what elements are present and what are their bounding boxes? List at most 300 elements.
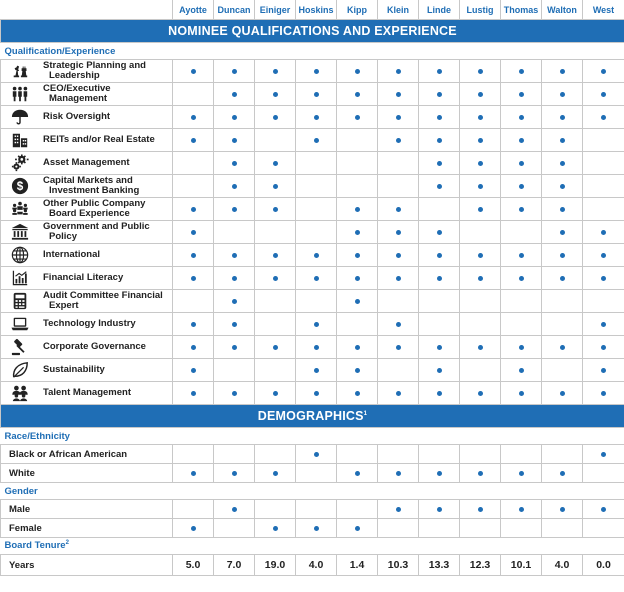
indicator-dot	[355, 276, 360, 281]
indicator-dot	[519, 391, 524, 396]
matrix-cell-duncan	[214, 60, 255, 83]
matrix-cell-thomas	[501, 129, 542, 152]
matrix-cell-duncan	[214, 336, 255, 359]
qualification-label-cell	[1, 129, 173, 152]
director-name: Hoskins	[296, 0, 337, 20]
tenure-value: 13.3	[419, 555, 460, 576]
matrix-cell-linde	[419, 60, 460, 83]
matrix-cell-west	[583, 382, 624, 405]
matrix-cell-west	[583, 464, 624, 483]
qualification-row	[1, 221, 624, 244]
matrix-cell-walton	[542, 313, 583, 336]
indicator-dot	[314, 138, 319, 143]
demographics-section-title	[1, 405, 624, 428]
matrix-cell-hoskins	[296, 244, 337, 267]
matrix-cell-einiger	[255, 60, 296, 83]
indicator-dot	[601, 452, 606, 457]
matrix-cell-linde	[419, 500, 460, 519]
matrix-cell-ayotte	[173, 500, 214, 519]
matrix-cell-einiger	[255, 175, 296, 198]
qualifications-section-header	[1, 20, 624, 43]
indicator-dot	[314, 69, 319, 74]
indicator-dot	[191, 345, 196, 350]
matrix-cell-hoskins	[296, 175, 337, 198]
indicator-dot	[191, 391, 196, 396]
tenure-value: 10.3	[378, 555, 419, 576]
matrix-cell-kipp	[337, 500, 378, 519]
matrix-cell-lustig	[460, 152, 501, 175]
matrix-cell-ayotte	[173, 267, 214, 290]
indicator-dot	[191, 276, 196, 281]
demographic-row	[1, 519, 624, 538]
qualification-label-cell	[1, 152, 173, 175]
indicator-dot	[232, 92, 237, 97]
qualification-label-line1: Strategic Planning and	[43, 60, 146, 71]
qualification-label-cell	[1, 60, 173, 83]
indicator-dot	[232, 253, 237, 258]
director-name: Ayotte	[173, 0, 214, 20]
indicator-dot	[519, 207, 524, 212]
indicator-dot	[396, 507, 401, 512]
qualification-label	[43, 273, 123, 283]
qualification-label-line2: Management	[49, 93, 108, 104]
matrix-cell-einiger	[255, 445, 296, 464]
qualification-label-line2: Expert	[49, 300, 79, 311]
matrix-cell-kipp	[337, 129, 378, 152]
qualification-label	[43, 135, 155, 145]
matrix-cell-hoskins	[296, 152, 337, 175]
indicator-dot	[519, 184, 524, 189]
indicator-dot	[437, 161, 442, 166]
matrix-cell-duncan	[214, 106, 255, 129]
matrix-cell-einiger	[255, 464, 296, 483]
matrix-cell-walton	[542, 445, 583, 464]
indicator-dot	[314, 452, 319, 457]
qualification-label-line2: Board Experience	[49, 208, 130, 219]
calculator-icon	[9, 291, 31, 311]
matrix-cell-thomas	[501, 198, 542, 221]
indicator-dot	[314, 322, 319, 327]
matrix-cell-walton	[542, 244, 583, 267]
matrix-cell-lustig	[460, 382, 501, 405]
indicator-dot	[478, 276, 483, 281]
qualification-label-line1: Sustainability	[43, 364, 105, 375]
demographics-title-text: DEMOGRAPHICS	[257, 409, 364, 423]
indicator-dot	[396, 345, 401, 350]
bar-chart-icon	[9, 268, 31, 288]
matrix-cell-thomas	[501, 359, 542, 382]
matrix-cell-klein	[378, 336, 419, 359]
matrix-cell-duncan	[214, 382, 255, 405]
indicator-dot	[396, 471, 401, 476]
indicator-dot	[437, 69, 442, 74]
matrix-cell-duncan	[214, 129, 255, 152]
executives-icon	[9, 84, 31, 104]
director-name: Duncan	[214, 0, 255, 20]
matrix-cell-einiger	[255, 267, 296, 290]
matrix-cell-walton	[542, 500, 583, 519]
indicator-dot	[396, 230, 401, 235]
indicator-dot	[519, 507, 524, 512]
indicator-dot	[437, 471, 442, 476]
globe-icon	[9, 245, 31, 265]
qualification-label-cell	[1, 267, 173, 290]
director-header-row	[1, 0, 624, 20]
tenure-value: 0.0	[583, 555, 624, 576]
indicator-dot	[396, 276, 401, 281]
indicator-dot	[232, 471, 237, 476]
indicator-dot	[478, 184, 483, 189]
matrix-cell-kipp	[337, 382, 378, 405]
matrix-cell-walton	[542, 382, 583, 405]
indicator-dot	[355, 526, 360, 531]
indicator-dot	[314, 115, 319, 120]
director-name: West	[583, 0, 624, 20]
matrix-cell-west	[583, 290, 624, 313]
indicator-dot	[478, 507, 483, 512]
tenure-value: 5.0	[173, 555, 214, 576]
category-row	[1, 538, 624, 555]
qualification-label-cell	[1, 198, 173, 221]
matrix-cell-einiger	[255, 336, 296, 359]
demographics-section-header	[1, 405, 624, 428]
matrix-cell-west	[583, 221, 624, 244]
matrix-cell-west	[583, 267, 624, 290]
indicator-dot	[601, 507, 606, 512]
demographic-row	[1, 500, 624, 519]
matrix-cell-duncan	[214, 500, 255, 519]
indicator-dot	[232, 115, 237, 120]
indicator-dot	[191, 115, 196, 120]
qualification-label-cell	[1, 106, 173, 129]
director-name: Klein	[378, 0, 419, 20]
matrix-cell-klein	[378, 221, 419, 244]
category-label-text: Race/Ethnicity	[4, 430, 70, 442]
tenure-years-row	[1, 555, 624, 576]
matrix-cell-west	[583, 175, 624, 198]
matrix-cell-duncan	[214, 267, 255, 290]
qualification-row	[1, 106, 624, 129]
indicator-dot	[232, 391, 237, 396]
indicator-dot	[355, 299, 360, 304]
qualification-label-line1: Talent Management	[43, 387, 131, 398]
matrix-cell-lustig	[460, 464, 501, 483]
indicator-dot	[560, 253, 565, 258]
matrix-cell-walton	[542, 175, 583, 198]
indicator-dot	[314, 368, 319, 373]
indicator-dot	[191, 69, 196, 74]
matrix-cell-duncan	[214, 175, 255, 198]
matrix-cell-linde	[419, 290, 460, 313]
indicator-dot	[437, 230, 442, 235]
director-name: Linde	[419, 0, 460, 20]
indicator-dot	[601, 322, 606, 327]
demographic-label: Female	[1, 519, 173, 538]
indicator-dot	[560, 184, 565, 189]
matrix-cell-walton	[542, 83, 583, 106]
indicator-dot	[232, 322, 237, 327]
matrix-cell-thomas	[501, 290, 542, 313]
qualification-label-line2: Investment Banking	[49, 185, 140, 196]
matrix-cell-linde	[419, 445, 460, 464]
matrix-cell-hoskins	[296, 267, 337, 290]
matrix-cell-west	[583, 519, 624, 538]
matrix-cell-linde	[419, 244, 460, 267]
matrix-cell-west	[583, 359, 624, 382]
indicator-dot	[478, 471, 483, 476]
matrix-cell-hoskins	[296, 445, 337, 464]
matrix-cell-einiger	[255, 106, 296, 129]
matrix-cell-linde	[419, 106, 460, 129]
indicator-dot	[396, 115, 401, 120]
government-building-icon	[9, 222, 31, 242]
qualification-label-line1: Financial Literacy	[43, 272, 124, 283]
indicator-dot	[314, 92, 319, 97]
matrix-cell-west	[583, 83, 624, 106]
matrix-cell-ayotte	[173, 106, 214, 129]
matrix-cell-ayotte	[173, 464, 214, 483]
matrix-cell-duncan	[214, 83, 255, 106]
matrix-cell-hoskins	[296, 129, 337, 152]
category-label	[1, 483, 624, 500]
matrix-cell-duncan	[214, 290, 255, 313]
qualification-label	[43, 342, 146, 352]
people-icon	[9, 383, 31, 403]
indicator-dot	[478, 207, 483, 212]
matrix-cell-walton	[542, 221, 583, 244]
indicator-dot	[437, 276, 442, 281]
matrix-cell-west	[583, 313, 624, 336]
indicator-dot	[191, 526, 196, 531]
indicator-dot	[396, 391, 401, 396]
indicator-dot	[601, 253, 606, 258]
indicator-dot	[314, 391, 319, 396]
indicator-dot	[519, 69, 524, 74]
matrix-cell-klein	[378, 359, 419, 382]
qualification-label-line1: Corporate Governance	[43, 341, 146, 352]
category-row	[1, 428, 624, 445]
indicator-dot	[355, 345, 360, 350]
matrix-cell-klein	[378, 445, 419, 464]
demographic-label: White	[1, 464, 173, 483]
matrix-cell-kipp	[337, 313, 378, 336]
qualification-row	[1, 152, 624, 175]
qualification-row	[1, 359, 624, 382]
indicator-dot	[273, 207, 278, 212]
qualification-row	[1, 382, 624, 405]
qualification-label	[43, 84, 111, 104]
demographic-label: Black or African American	[1, 445, 173, 464]
indicator-dot	[560, 115, 565, 120]
laptop-icon	[9, 314, 31, 334]
matrix-cell-einiger	[255, 198, 296, 221]
matrix-cell-kipp	[337, 198, 378, 221]
gavel-icon	[9, 337, 31, 357]
qualification-label-cell	[1, 382, 173, 405]
leaf-icon	[9, 360, 31, 380]
qualification-row	[1, 83, 624, 106]
matrix-cell-thomas	[501, 336, 542, 359]
matrix-cell-kipp	[337, 290, 378, 313]
indicator-dot	[355, 92, 360, 97]
matrix-cell-lustig	[460, 267, 501, 290]
qualification-label	[43, 158, 130, 168]
matrix-cell-walton	[542, 152, 583, 175]
matrix-cell-ayotte	[173, 152, 214, 175]
indicator-dot	[478, 92, 483, 97]
matrix-cell-west	[583, 244, 624, 267]
category-label	[1, 428, 624, 445]
indicator-dot	[437, 138, 442, 143]
matrix-cell-klein	[378, 60, 419, 83]
matrix-cell-linde	[419, 129, 460, 152]
matrix-cell-kipp	[337, 60, 378, 83]
indicator-dot	[396, 322, 401, 327]
indicator-dot	[519, 345, 524, 350]
qualification-label-cell	[1, 290, 173, 313]
matrix-cell-duncan	[214, 519, 255, 538]
qualification-row	[1, 313, 624, 336]
indicator-dot	[437, 391, 442, 396]
indicator-dot	[191, 322, 196, 327]
matrix-cell-linde	[419, 359, 460, 382]
indicator-dot	[519, 471, 524, 476]
matrix-cell-walton	[542, 464, 583, 483]
indicator-dot	[355, 391, 360, 396]
matrix-cell-klein	[378, 152, 419, 175]
matrix-cell-ayotte	[173, 175, 214, 198]
indicator-dot	[191, 471, 196, 476]
indicator-dot	[191, 230, 196, 235]
matrix-cell-ayotte	[173, 519, 214, 538]
matrix-cell-klein	[378, 313, 419, 336]
indicator-dot	[478, 138, 483, 143]
matrix-cell-kipp	[337, 106, 378, 129]
matrix-cell-hoskins	[296, 83, 337, 106]
matrix-cell-west	[583, 152, 624, 175]
matrix-cell-einiger	[255, 313, 296, 336]
matrix-cell-klein	[378, 382, 419, 405]
indicator-dot	[232, 138, 237, 143]
indicator-dot	[519, 92, 524, 97]
qualification-row	[1, 290, 624, 313]
qualification-label	[43, 222, 150, 242]
matrix-cell-hoskins	[296, 60, 337, 83]
indicator-dot	[560, 69, 565, 74]
matrix-cell-walton	[542, 60, 583, 83]
indicator-dot	[601, 276, 606, 281]
qualification-label	[43, 291, 163, 311]
indicator-dot	[478, 345, 483, 350]
indicator-dot	[560, 161, 565, 166]
tenure-value: 1.4	[337, 555, 378, 576]
matrix-cell-lustig	[460, 175, 501, 198]
indicator-dot	[232, 161, 237, 166]
category-label-text: Board Tenure	[4, 540, 66, 552]
matrix-cell-thomas	[501, 267, 542, 290]
matrix-cell-lustig	[460, 83, 501, 106]
indicator-dot	[601, 368, 606, 373]
indicator-dot	[273, 526, 278, 531]
indicator-dot	[396, 207, 401, 212]
matrix-cell-ayotte	[173, 60, 214, 83]
matrix-cell-kipp	[337, 152, 378, 175]
indicator-dot	[355, 230, 360, 235]
qualification-row	[1, 60, 624, 83]
matrix-cell-kipp	[337, 221, 378, 244]
matrix-cell-kipp	[337, 336, 378, 359]
matrix-cell-lustig	[460, 313, 501, 336]
qualification-label	[43, 319, 136, 329]
indicator-dot	[232, 507, 237, 512]
matrix-cell-lustig	[460, 359, 501, 382]
indicator-dot	[273, 184, 278, 189]
matrix-cell-hoskins	[296, 313, 337, 336]
demographic-label: Male	[1, 500, 173, 519]
qualification-label-cell	[1, 221, 173, 244]
matrix-cell-kipp	[337, 175, 378, 198]
matrix-cell-west	[583, 336, 624, 359]
matrix-cell-hoskins	[296, 464, 337, 483]
qualification-label-cell	[1, 83, 173, 106]
matrix-cell-hoskins	[296, 290, 337, 313]
matrix-cell-linde	[419, 83, 460, 106]
matrix-cell-walton	[542, 290, 583, 313]
matrix-cell-klein	[378, 267, 419, 290]
qualification-label	[43, 176, 139, 196]
matrix-cell-walton	[542, 359, 583, 382]
indicator-dot	[560, 507, 565, 512]
matrix-cell-west	[583, 106, 624, 129]
matrix-cell-thomas	[501, 221, 542, 244]
qualification-label	[43, 388, 131, 398]
tenure-value: 19.0	[255, 555, 296, 576]
matrix-cell-klein	[378, 244, 419, 267]
matrix-cell-duncan	[214, 244, 255, 267]
chess-icon	[9, 61, 31, 81]
qualification-label-cell	[1, 313, 173, 336]
buildings-icon	[9, 130, 31, 150]
indicator-dot	[396, 92, 401, 97]
matrix-cell-duncan	[214, 313, 255, 336]
matrix-cell-linde	[419, 267, 460, 290]
director-name: Lustig	[460, 0, 501, 20]
qualification-label-line1: Risk Oversight	[43, 111, 111, 122]
matrix-cell-walton	[542, 106, 583, 129]
indicator-dot	[560, 230, 565, 235]
indicator-dot	[560, 92, 565, 97]
qualification-row	[1, 175, 624, 198]
board-group-icon	[9, 199, 31, 219]
matrix-cell-hoskins	[296, 221, 337, 244]
qualification-label-line1: Government and Public	[43, 221, 150, 232]
matrix-cell-linde	[419, 519, 460, 538]
indicator-dot	[437, 368, 442, 373]
indicator-dot	[314, 345, 319, 350]
matrix-cell-einiger	[255, 83, 296, 106]
matrix-cell-einiger	[255, 221, 296, 244]
indicator-dot	[519, 138, 524, 143]
tenure-value: 4.0	[296, 555, 337, 576]
indicator-dot	[437, 253, 442, 258]
category-label	[1, 538, 624, 555]
matrix-cell-klein	[378, 519, 419, 538]
matrix-cell-klein	[378, 198, 419, 221]
qualification-label-line2: Policy	[49, 231, 77, 242]
matrix-cell-ayotte	[173, 198, 214, 221]
matrix-cell-west	[583, 198, 624, 221]
tenure-value: 10.1	[501, 555, 542, 576]
